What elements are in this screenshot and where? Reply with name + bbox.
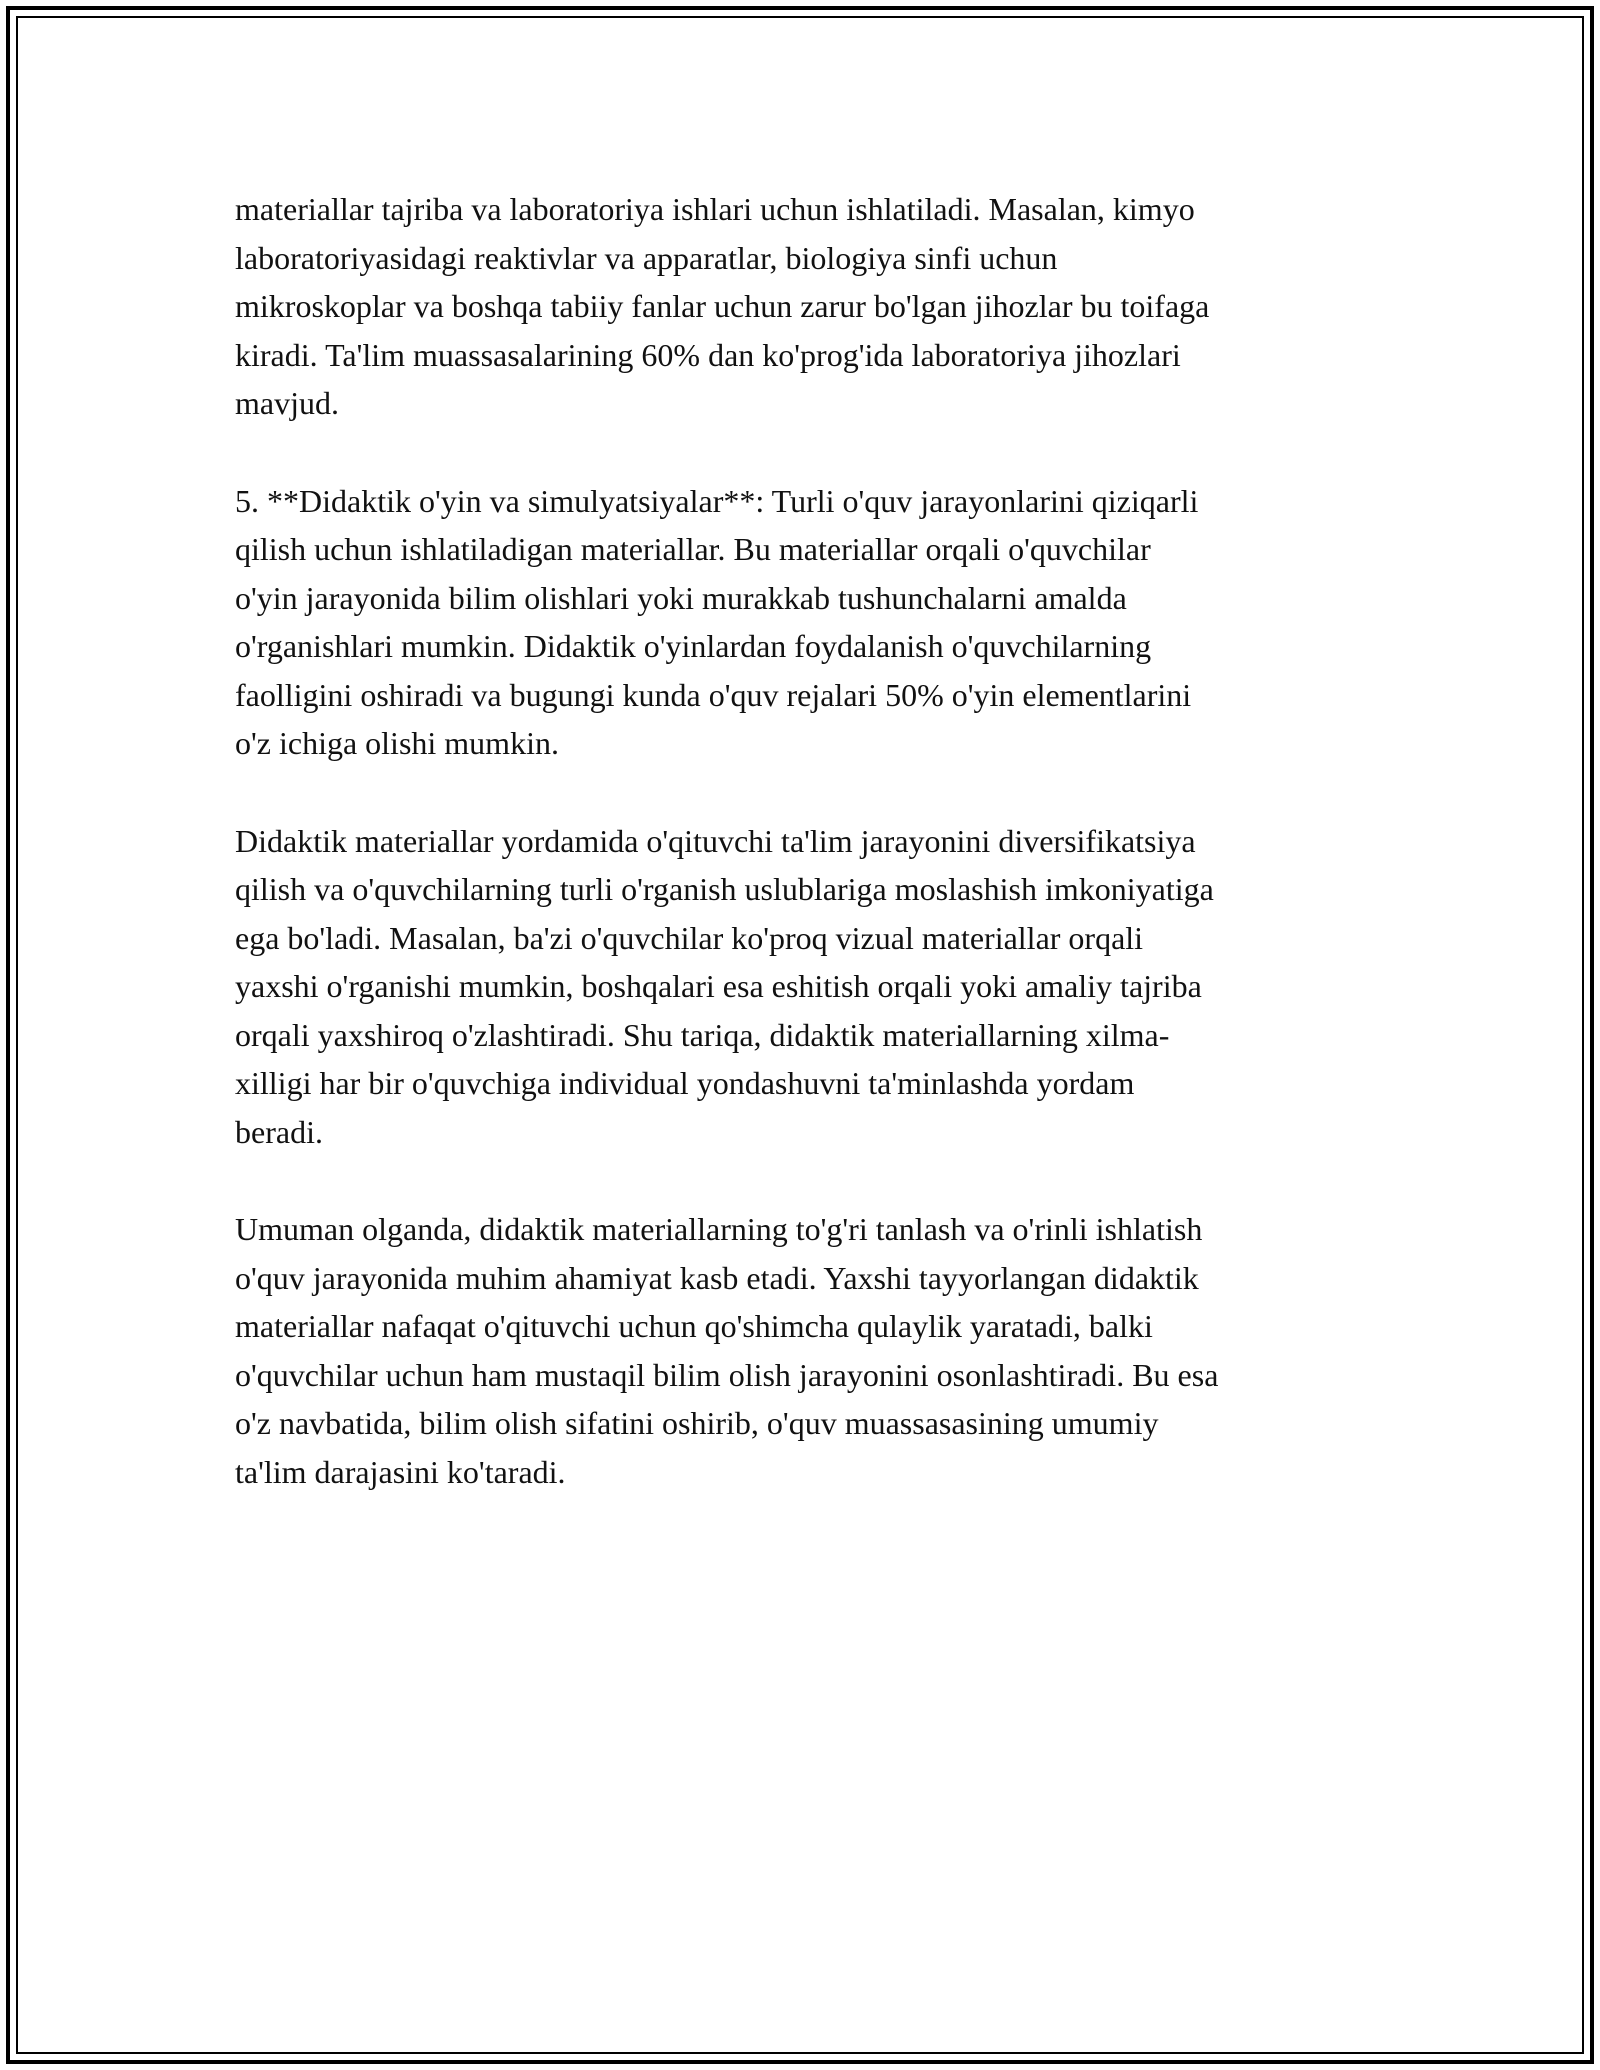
text-line: xilligi har bir o'quvchiga individual yondashuvni ta'minlashda yordam <box>235 1065 1135 1101</box>
text-line: o'quv jarayonida muhim ahamiyat kasb etadi. Yaxshi tayyorlangan didaktik <box>235 1259 1199 1296</box>
text-line: yaxshi o'rganishi mumkin, boshqalari esa eshitish orqali yoki amaliy tajriba <box>235 968 1202 1004</box>
text-line: beradi. <box>235 1113 323 1150</box>
paragraph-laboratory-materials <box>235 185 1365 428</box>
text-line: o'rganishlari mumkin. Didaktik o'yinlardan foydalanish o'quvchilarning <box>235 628 1152 664</box>
text-line: Umuman olganda, didaktik materiallarning to'g'ri tanlash va o'rinli ishlatish <box>235 1211 1203 1247</box>
paragraph-diversification <box>235 817 1365 1157</box>
text-line: o'z navbatida, bilim olish sifatini oshirib, o'quv muassasasining umumiy <box>235 1405 1159 1441</box>
text-line: o'yin jarayonida bilim olishlari yoki murakkab tushunchalarni amalda <box>235 579 1127 616</box>
text-line: mikroskoplar va boshqa tabiiy fanlar uchun zarur bo'lgan jihozlar bu toifaga <box>235 288 1210 324</box>
text-line: ega bo'ladi. Masalan, ba'zi o'quvchilar ko'proq vizual materiallar orqali <box>235 919 1144 956</box>
text-line: Didaktik materiallar yordamida o'qituvchi ta'lim jarayonini diversifikatsiya <box>235 822 1196 859</box>
document-body <box>235 185 1365 1545</box>
text-line: materiallar nafaqat o'qituvchi uchun qo'shimcha qulaylik yaratadi, balki <box>235 1308 1153 1344</box>
text-line: o'z ichiga olishi mumkin. <box>235 725 559 761</box>
text-line: o'quvchilar uchun ham mustaqil bilim olish jarayonini osonlashtiradi. Bu esa <box>235 1356 1219 1393</box>
paragraph-didactic-games <box>235 477 1365 768</box>
text-line: laboratoriyasidagi reaktivlar va apparatlar, biologiya sinfi uchun <box>235 239 1058 276</box>
text-line: orqali yaxshiroq o'zlashtiradi. Shu tariqa, didaktik materiallarning xilma- <box>235 1016 1170 1053</box>
text-line: kiradi. Ta'lim muassasalarining 60% dan ko'prog'ida laboratoriya jihozlari <box>235 336 1181 373</box>
text-line: qilish va o'quvchilarning turli o'rganish uslublariga moslashish imkoniyatiga <box>235 871 1214 907</box>
text-line: ta'lim darajasini ko'taradi. <box>235 1453 566 1490</box>
text-line: 5. **Didaktik o'yin va simulyatsiyalar**: Turli o'quv jarayonlarini qiziqarli <box>235 482 1199 519</box>
text-line: mavjud. <box>235 385 339 421</box>
text-line: qilish uchun ishlatiladigan materiallar. Bu materiallar orqali o'quvchilar <box>235 531 1151 567</box>
text-line: materiallar tajriba va laboratoriya ishlari uchun ishlatiladi. Masalan, kimyo <box>235 191 1195 227</box>
paragraph-conclusion <box>235 1205 1365 1496</box>
text-line: faolligini oshiradi va bugungi kunda o'quv rejalari 50% o'yin elementlarini <box>235 676 1192 713</box>
